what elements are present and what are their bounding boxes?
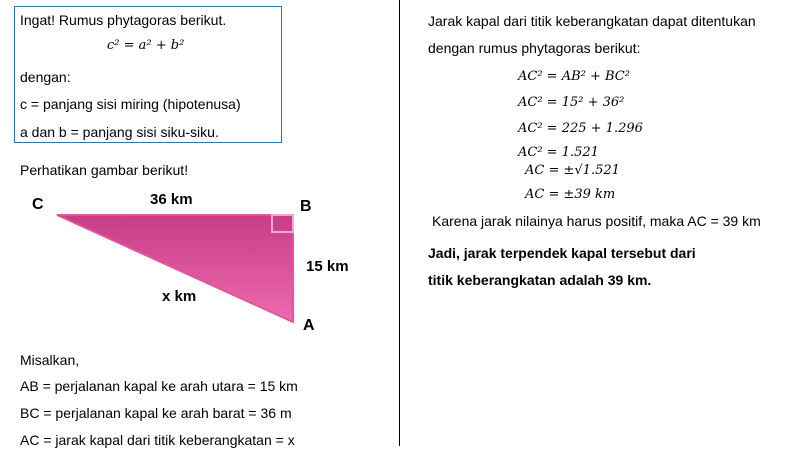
reminder-line-ab: a dan b = panjang sisi siku-siku. <box>20 124 219 140</box>
vertex-c-label: C <box>32 196 44 213</box>
vertex-b-label: B <box>300 198 312 215</box>
solution-conclusion-1: Jadi, jarak terpendek kapal tersebut dari <box>428 245 696 261</box>
solution-positive: Karena jarak nilainya harus positif, maka AC = 39 km <box>432 213 761 229</box>
solution-intro-2: dengan rumus phytagoras berikut: <box>428 40 641 56</box>
misal-heading: Misalkan, <box>20 352 80 368</box>
reminder-heading: Ingat! Rumus phytagoras berikut. <box>20 12 227 28</box>
vertex-a-label: A <box>303 317 315 334</box>
side-cb-label: 36 km <box>150 191 193 208</box>
solution-intro-1: Jarak kapal dari titik keberangkatan dapat ditentukan <box>428 13 756 29</box>
side-ca-label: x km <box>162 288 197 305</box>
step-2: AC² = 15² + 36² <box>518 95 625 110</box>
figure-instruction: Perhatikan gambar berikut! <box>20 162 189 178</box>
misal-ac: AC = jarak kapal dari titik keberangkatan = x <box>20 432 295 448</box>
step-4: AC² = 1.521 <box>518 145 599 160</box>
triangle-shape <box>57 215 293 322</box>
column-divider <box>399 0 400 446</box>
reminder-line-c: c = panjang sisi miring (hipotenusa) <box>20 96 241 112</box>
solution-conclusion-2: titik keberangkatan adalah 39 km. <box>428 272 652 288</box>
step-3: AC² = 225 + 1.296 <box>518 121 643 136</box>
step-6: AC = ±39 km <box>525 187 616 202</box>
triangle-figure <box>0 0 400 350</box>
step-5: AC = ±√1.521 <box>525 163 620 178</box>
side-ba-label: 15 km <box>306 258 349 275</box>
reminder-formula-text: c² = a² + b² <box>107 38 185 53</box>
misal-bc: BC = perjalanan kapal ke arah barat = 36 m <box>20 405 292 421</box>
reminder-dengan: dengan: <box>20 69 71 85</box>
misal-ab: AB = perjalanan kapal ke arah utara = 15 km <box>20 378 298 394</box>
step-1: AC² = AB² + BC² <box>518 69 630 84</box>
